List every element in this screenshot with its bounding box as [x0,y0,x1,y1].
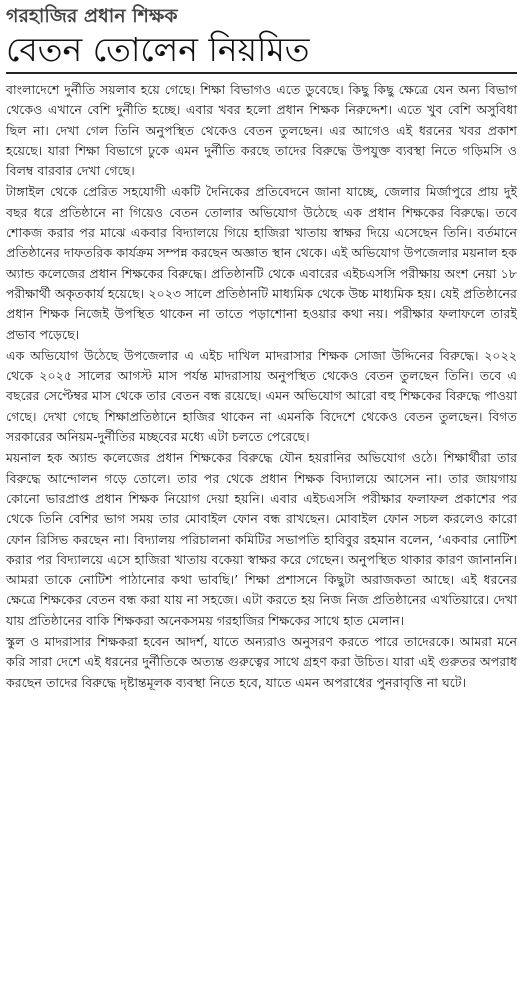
article-paragraph-4: ময়নাল হক অ্যান্ড কলেজের প্রধান শিক্ষকের বিরুদ্ধে যৌন হয়রানির অভিযোগ ওঠে। শিক্ষার্থীরা তার বিরুদ্ধে আন্দোলন গড়ে তোলে। তার পর থেকে প্রধান শিক্ষক বিদ্যালয়ে আসেন না। তার জায়গায় কোনো ভারপ্রাপ্ত প্রধান শিক্ষক নিয়োগ দেয়া হয়নি। এবার এইচএসসি পরীক্ষার ফলাফল প্রকাশের পর থেকে তিনি বেশির ভাগ সময় তার মোবাইল ফোন বন্ধ রাখছেন। মোবাইল ফোন সচল করলেও কারো ফোন রিসিভ করছেন না। বিদ্যালয় পরিচালনা কমিটির সভাপতি হাবিবুর রহমান বলেন, ‘একবার নোটিশ করার পর বিদ্যালয়ে এসে হাজিরা খাতায় বকেয়া স্বাক্ষর করে গেছেন। অনুপস্থিত থাকার কারণ জানাননি। আমরা তাকে নোটিশ পাঠানোর কথা ভাবছি।’ শিক্ষা প্রশাসনে কিছুটা অরাজকতা আছে। এই ধরনের ক্ষেত্রে শিক্ষকের বেতন বন্ধ করা যায় না সহজে। এটা করতে হয় নিজ নিজ প্রতিষ্ঠানের এখতিয়ারে। দেখা যায় প্রতিষ্ঠানের বাকি শিক্ষকরা অনেকসময় গরহাজির শিক্ষকের সাথে হাত মেলান। [6,450,517,628]
article-paragraph-1: বাংলাদেশে দুর্নীতি সয়লাব হয়ে গেছে। শিক্ষা বিভাগও এতে ডুবেছে। কিছু কিছু ক্ষেত্রে যেন অন্য বিভাগ থেকেও এখানে বেশি দুর্নীতি হচ্ছে। এবার খবর হলো প্রধান শিক্ষক নিরুদ্দেশ। এতে খুব বেশি অসুবিধা ছিল না। দেখা গেল তিনি অনুপস্থিত থেকেও বেতন তুলছেন। এর আগেও এই ধরনের খবর প্রকাশ হয়েছে। যারা শিক্ষা বিভাগে ঢুকে এমন দুর্নীতি করছে তাদের বিরুদ্ধে উপযুক্ত ব্যবস্থা নিতে গড়িমসি ও বিলম্ব বারবার দেখা গেছে। [6,82,517,179]
article-headline: বেতন তোলেন নিয়মিত [6,30,517,74]
article-body [6,80,517,693]
article-kicker: গরহাজির প্রধান শিক্ষক [6,5,178,27]
article-paragraph-2: টাঙ্গাইল থেকে প্রেরিত সহযোগী একটি দৈনিকের প্রতিবেদনে জানা যাচ্ছে, জেলার মির্জাপুরে প্রায় দুই বছর ধরে প্রতিষ্ঠানে না গিয়েও বেতন তোলার অভিযোগ উঠেছে এক প্রধান শিক্ষকের বিরুদ্ধে। তবে শোকজ করার পর মাঝে একবার বিদ্যালয়ে গিয়ে হাজিরা খাতায় স্বাক্ষর দিয়ে এসেছেন তিনি। বর্তমানে প্রতিষ্ঠানের দাফতরিক কার্যক্রম সম্পন্ন করছেন অজ্ঞাত স্থান থেকে। এই অভিযোগ উপজেলার ময়নাল হক অ্যান্ড কলেজের প্রধান শিক্ষকের বিরুদ্ধে। প্রতিষ্ঠানটি থেকে এবারের এইচএসসি পরীক্ষায় অংশ নেয়া ১৮ পরীক্ষার্থী অকৃতকার্য হয়েছে। ২০২৩ সালে প্রতিষ্ঠানটি মাধ্যমিক থেকে উচ্চ মাধ্যমিক হয়। যেই প্রতিষ্ঠানের প্রধান শিক্ষক নিজেই উপস্থিত থাকেন না তাতে পড়াশোনা হওয়ার কথা নয়। পরীক্ষার ফলাফলে তারই প্রভাব পড়েছে। [6,184,517,342]
article-paragraph-5: স্কুল ও মাদরাসার শিক্ষকরা হবেন আদর্শ, যাতে অন্যরাও অনুসরণ করতে পারে তাদেরকে। আমরা মনে করি সারা দেশে এই ধরনের দুর্নীতিকে অত্যন্ত গুরুত্বের সাথে গ্রহণ করা উচিত। যারা এই গুরুতর অপরাধ করছেন তাদের বিরুদ্ধে দৃষ্টান্তমূলক ব্যবস্থা নিতে হবে, যাতে এমন অপরাধের পুনরাবৃত্তি না ঘটে। [6,634,517,690]
article-paragraph-3: এক অভিযোগ উঠেছে উপজেলার এ এইচ দাখিল মাদরাসার শিক্ষক সোজা উদ্দিনের বিরুদ্ধে। ২০২২ থেকে ২০২৫ সালের আগস্ট মাস পর্যন্ত মাদরাসায় অনুপস্থিত থেকেও বেতন তুলছেন তিনি। তবে এ বছরের সেপ্টেম্বর মাস থেকে তার বেতন বন্ধ রয়েছে। এমন অভিযোগ আরো বহু শিক্ষকের বিরুদ্ধে পাওয়া গেছে। দেখা গেছে শিক্ষাপ্রতিষ্ঠানে হাজির থাকেন না এমনকি বিদেশে থেকেও বেতন তুলছেন। বিগত সরকারের অনিয়ম-দুর্নীতির মচ্ছবের মধ্যে এটা চলতে পেরেছে। [6,347,517,445]
